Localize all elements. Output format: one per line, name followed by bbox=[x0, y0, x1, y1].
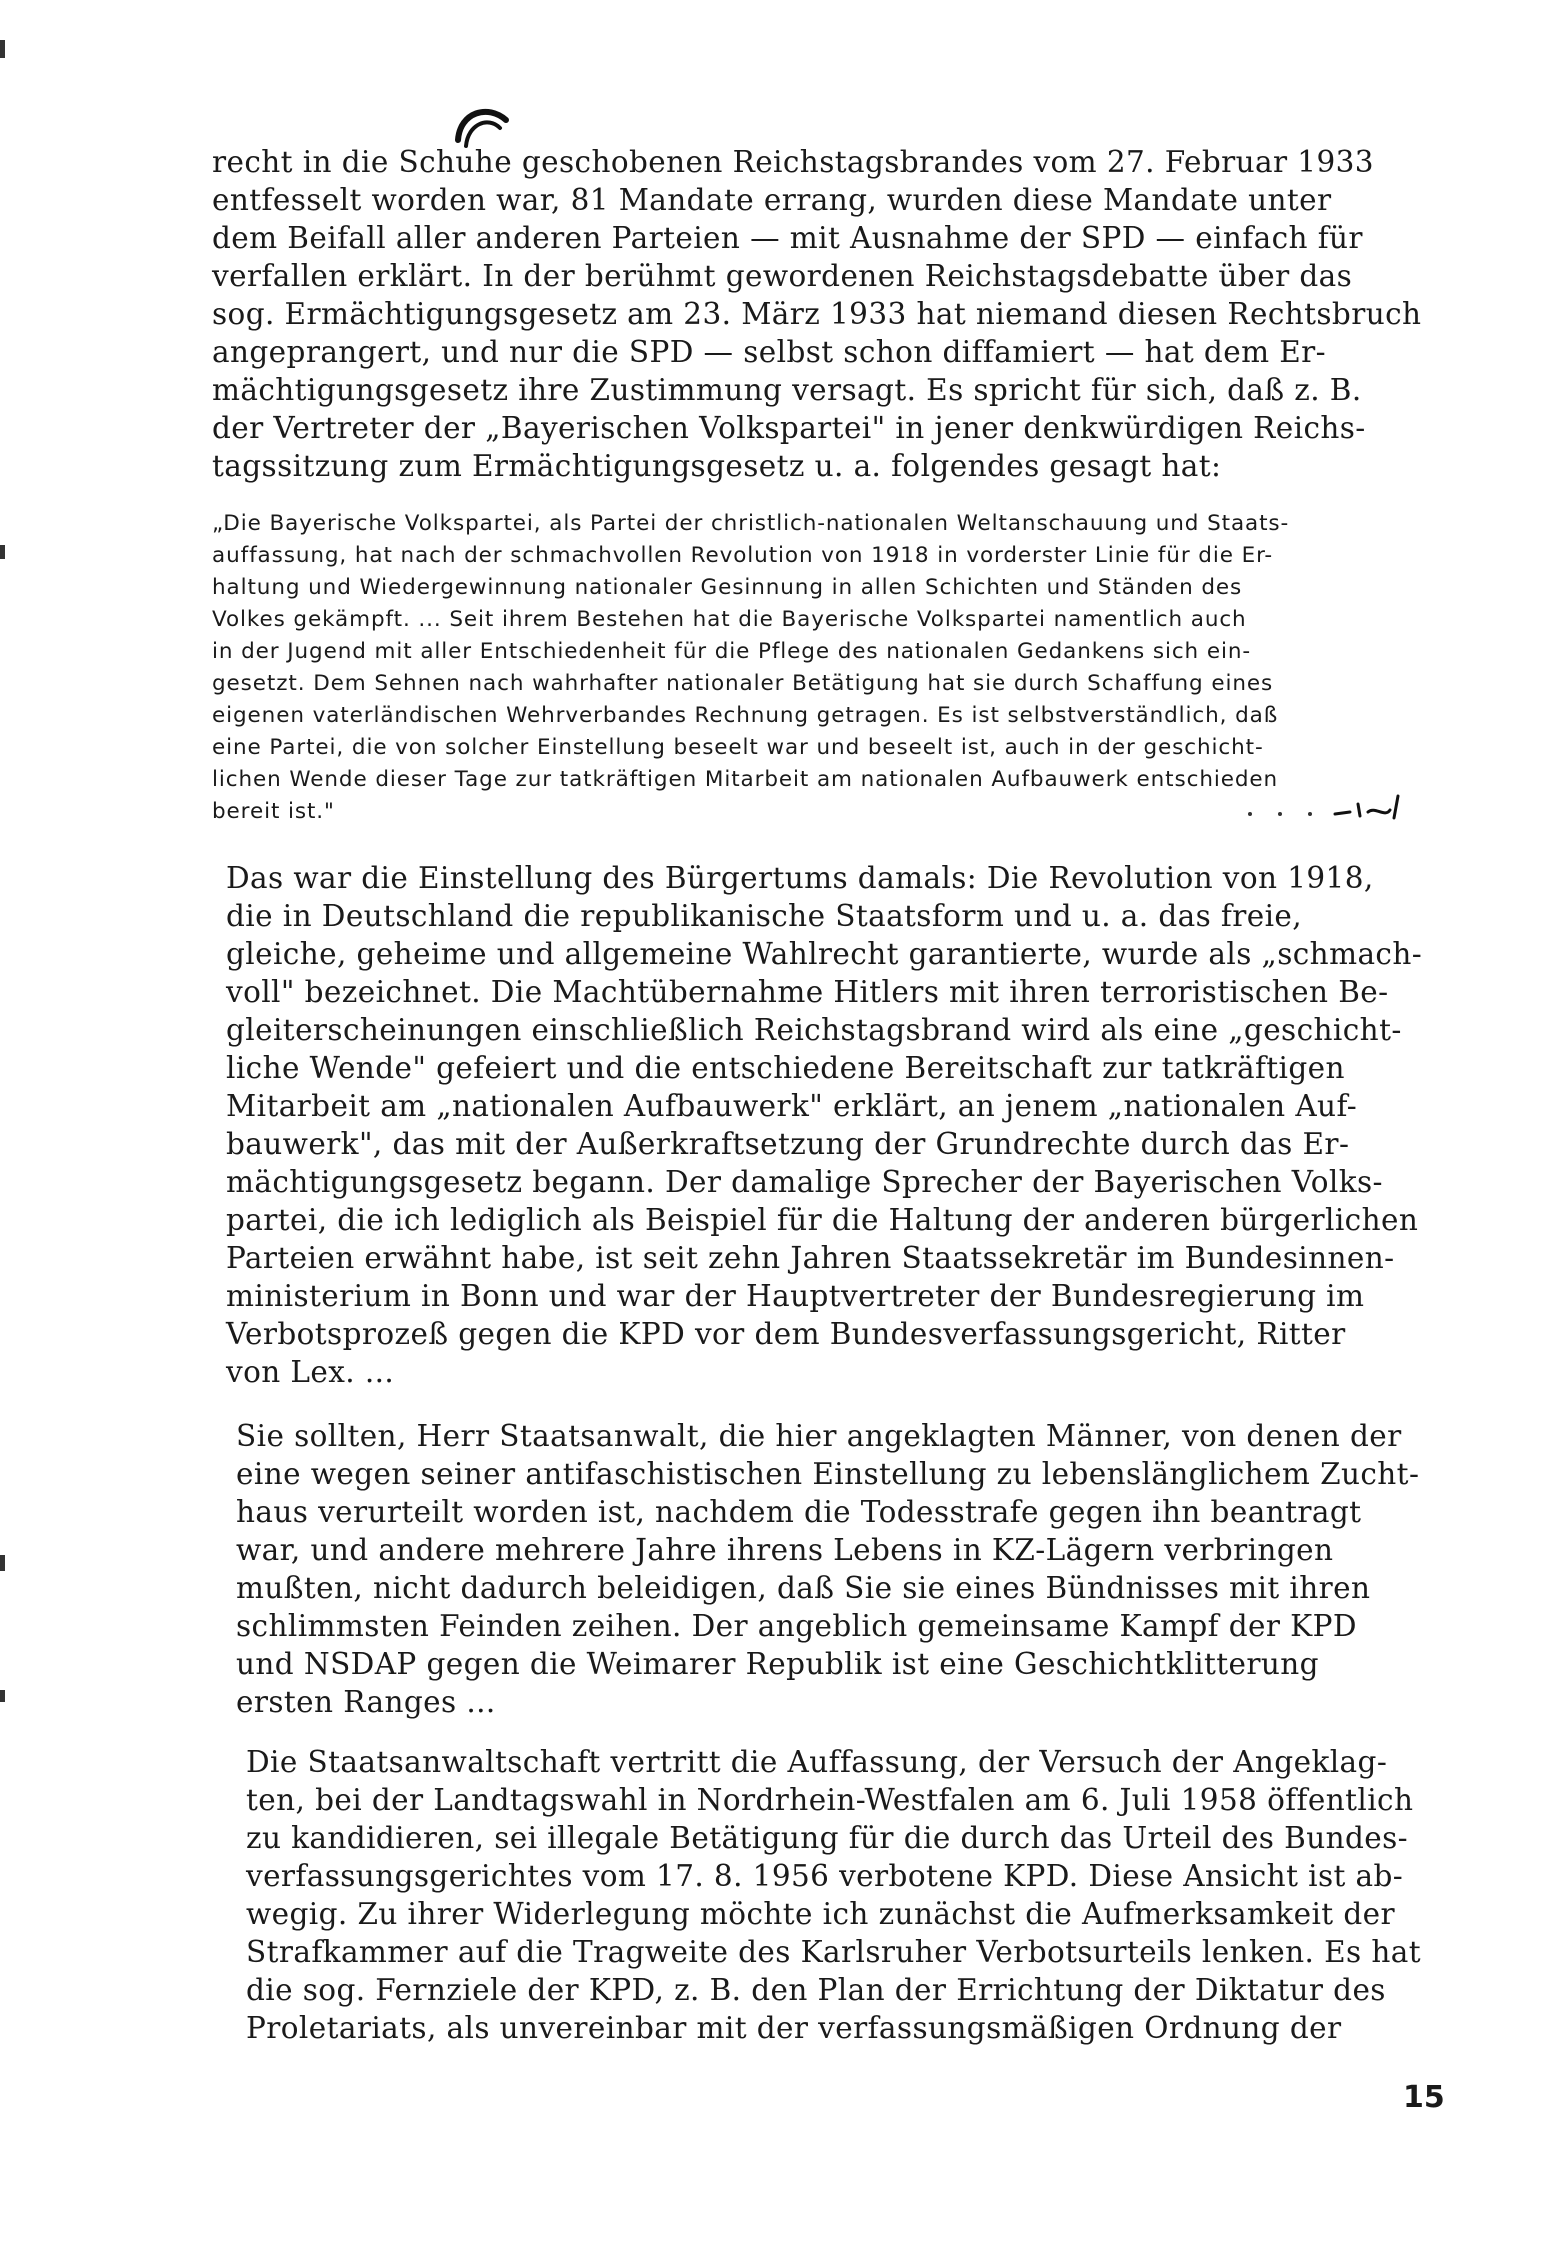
text-line: Parteien erwähnt habe, ist seit zehn Jahren Staatssekretär im Bundesinnen- bbox=[226, 1241, 1395, 1275]
scan-edge-mark bbox=[0, 1555, 5, 1571]
text-line: sog. Ermächtigungsgesetz am 23. März 1933 hat niemand diesen Rechtsbruch bbox=[212, 297, 1422, 331]
text-line: haus verurteilt worden ist, nachdem die Todesstrafe gegen ihn beantragt bbox=[236, 1495, 1362, 1529]
text-line: verfassungsgerichtes vom 17. 8. 1956 verbotene KPD. Diese Ansicht ist ab- bbox=[246, 1859, 1404, 1893]
text-line: schlimmsten Feinden zeihen. Der angeblich gemeinsame Kampf der KPD bbox=[236, 1609, 1357, 1643]
text-line: voll" bezeichnet. Die Machtübernahme Hitlers mit ihren terroristischen Be- bbox=[226, 975, 1389, 1009]
text-line: von Lex. ... bbox=[226, 1355, 395, 1389]
text-line: liche Wende" gefeiert und die entschiedene Bereitschaft zur tatkräftigen bbox=[226, 1051, 1345, 1085]
quote-line: gesetzt. Dem Sehnen nach wahrhafter nationaler Betätigung hat sie durch Schaffung eines bbox=[212, 671, 1274, 696]
text-line: mächtigungsgesetz begann. Der damalige Sprecher der Bayerischen Volks- bbox=[226, 1165, 1383, 1199]
text-line: bauwerk", das mit der Außerkraftsetzung der Grundrechte durch das Er- bbox=[226, 1127, 1350, 1161]
text-line: Proletariats, als unvereinbar mit der verfassungsmäßigen Ordnung der bbox=[246, 2011, 1342, 2045]
quote-line: haltung und Wiedergewinnung nationaler Gesinnung in allen Schichten und Ständen des bbox=[212, 575, 1243, 600]
quote-line: Volkes gekämpft. ... Seit ihrem Bestehen hat die Bayerische Volkspartei namentlich auch bbox=[212, 607, 1247, 632]
text-line: recht in die Schuhe geschobenen Reichstagsbrandes vom 27. Februar 1933 bbox=[212, 145, 1374, 179]
quote-line: in der Jugend mit aller Entschiedenheit für die Pflege des nationalen Gedankens sich ein- bbox=[212, 639, 1252, 664]
text-line: Die Staatsanwaltschaft vertritt die Auffassung, der Versuch der Angeklag- bbox=[246, 1745, 1388, 1779]
text-line: wegig. Zu ihrer Widerlegung möchte ich zunächst die Aufmerksamkeit der bbox=[246, 1897, 1395, 1931]
text-line: und NSDAP gegen die Weimarer Republik ist eine Geschichtklitterung bbox=[236, 1647, 1319, 1681]
text-line: partei, die ich lediglich als Beispiel für die Haltung der anderen bürgerlichen bbox=[226, 1203, 1419, 1237]
text-line: Verbotsprozeß gegen die KPD vor dem Bundesverfassungsgericht, Ritter bbox=[226, 1317, 1346, 1351]
quote-line: eine Partei, die von solcher Einstellung beseelt war und beseelt ist, auch in der geschicht- bbox=[212, 735, 1264, 760]
quote-line: auffassung, hat nach der schmachvollen Revolution von 1918 in vorderster Linie für die Er- bbox=[212, 543, 1274, 568]
scan-edge-mark bbox=[0, 545, 5, 559]
quote-line: lichen Wende dieser Tage zur tatkräftigen Mitarbeit am nationalen Aufbauwerk entschieden bbox=[212, 767, 1279, 792]
scan-edge-mark bbox=[0, 1690, 5, 1702]
text-line: zu kandidieren, sei illegale Betätigung für die durch das Urteil des Bundes- bbox=[246, 1821, 1409, 1855]
page-number: 15 bbox=[1403, 2080, 1445, 2115]
scan-edge-mark bbox=[0, 40, 5, 58]
text-line: die sog. Fernziele der KPD, z. B. den Plan der Errichtung der Diktatur des bbox=[246, 1973, 1386, 2007]
text-line: mächtigungsgesetz ihre Zustimmung versagt. Es spricht für sich, daß z. B. bbox=[212, 373, 1362, 407]
text-line: Strafkammer auf die Tragweite des Karlsruher Verbotsurteils lenken. Es hat bbox=[246, 1935, 1422, 1969]
quote-line: „Die Bayerische Volkspartei, als Partei der christlich-nationalen Weltanschauung und Staats- bbox=[212, 511, 1290, 536]
text-line: Das war die Einstellung des Bürgertums damals: Die Revolution von 1918, bbox=[226, 861, 1374, 895]
text-line: angeprangert, und nur die SPD — selbst schon diffamiert — hat dem Er- bbox=[212, 335, 1327, 369]
text-line: ministerium in Bonn und war der Hauptvertreter der Bundesregierung im bbox=[226, 1279, 1365, 1313]
handwritten-scribble bbox=[1240, 792, 1410, 822]
text-line: Sie sollten, Herr Staatsanwalt, die hier angeklagten Männer, von denen der bbox=[236, 1419, 1402, 1453]
text-line: eine wegen seiner antifaschistischen Einstellung zu lebenslänglichem Zucht- bbox=[236, 1457, 1420, 1491]
text-line: dem Beifall aller anderen Parteien — mit Ausnahme der SPD — einfach für bbox=[212, 221, 1363, 255]
text-line: die in Deutschland die republikanische Staatsform und u. a. das freie, bbox=[226, 899, 1303, 933]
quote-line: eigenen vaterländischen Wehrverbandes Rechnung getragen. Es ist selbstverständlich, daß bbox=[212, 703, 1279, 728]
text-line: ten, bei der Landtagswahl in Nordrhein-Westfalen am 6. Juli 1958 öffentlich bbox=[246, 1783, 1414, 1817]
text-line: tagssitzung zum Ermächtigungsgesetz u. a. folgendes gesagt hat: bbox=[212, 449, 1222, 483]
text-line: Mitarbeit am „nationalen Aufbauwerk" erklärt, an jenem „nationalen Auf- bbox=[226, 1089, 1358, 1123]
text-line: der Vertreter der „Bayerischen Volkspartei" in jener denkwürdigen Reichs- bbox=[212, 411, 1366, 445]
text-line: war, und andere mehrere Jahre ihrens Lebens in KZ-Lägern verbringen bbox=[236, 1533, 1334, 1567]
text-line: gleiche, geheime und allgemeine Wahlrecht garantierte, wurde als „schmach- bbox=[226, 937, 1423, 971]
quote-line: bereit ist." bbox=[212, 799, 335, 824]
text-line: mußten, nicht dadurch beleidigen, daß Sie sie eines Bündnisses mit ihren bbox=[236, 1571, 1371, 1605]
text-line: ersten Ranges ... bbox=[236, 1685, 496, 1719]
text-line: entfesselt worden war, 81 Mandate errang, wurden diese Mandate unter bbox=[212, 183, 1332, 217]
text-line: gleiterscheinungen einschließlich Reichstagsbrand wird als eine „geschicht- bbox=[226, 1013, 1402, 1047]
text-line: verfallen erklärt. In der berühmt gewordenen Reichstagsdebatte über das bbox=[212, 259, 1353, 293]
